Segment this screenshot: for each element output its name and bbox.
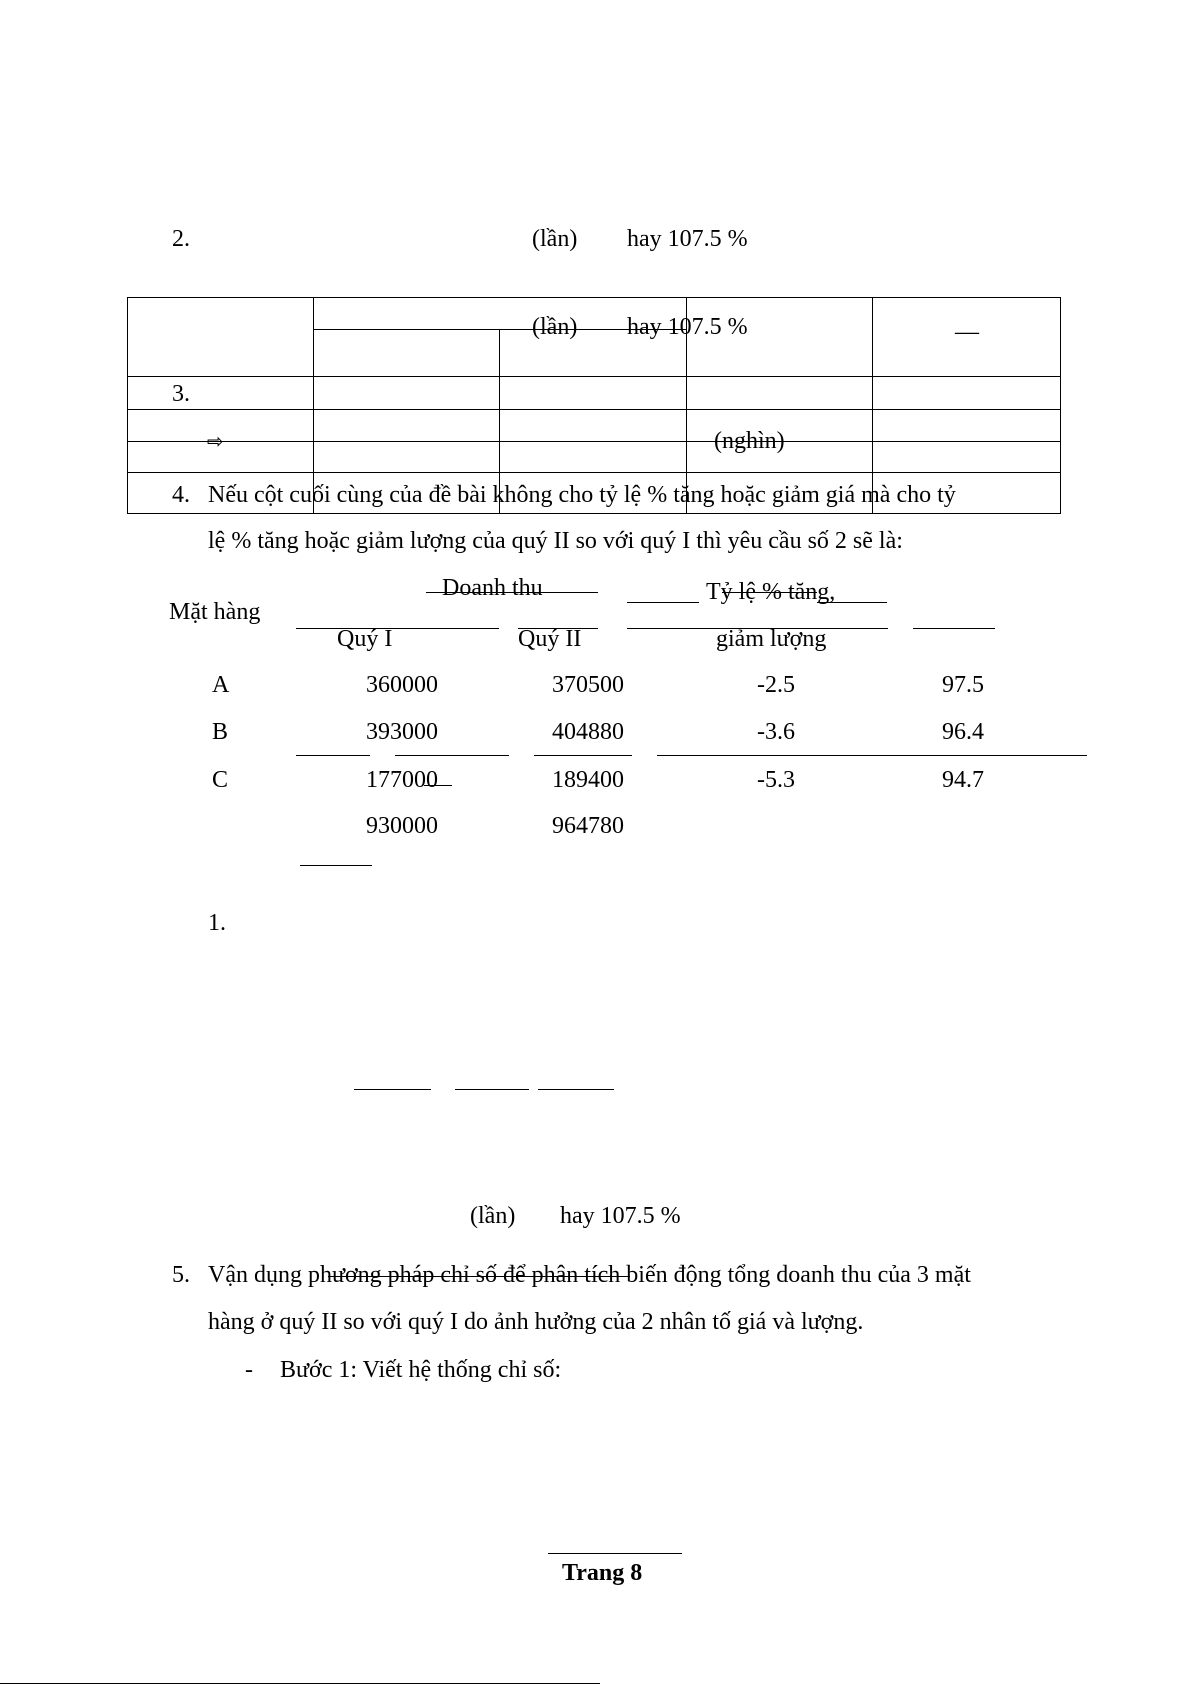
formula-fraction-bar: [538, 1089, 614, 1090]
section-2-unit: (lần): [532, 226, 578, 252]
table-row-b-rate: -3.6: [757, 719, 795, 745]
table-row-c-q1: 177000: [366, 767, 438, 793]
table-row-b-item: B: [212, 719, 229, 745]
overlay-table-line: [127, 472, 1061, 473]
table-row-a-q2: 370500: [552, 672, 624, 698]
table-rule: [296, 755, 370, 756]
table-rule: [534, 755, 632, 756]
section-5-number: 5.: [172, 1262, 190, 1288]
table-row-c-rate: -5.3: [757, 767, 795, 793]
table-rule: [300, 865, 372, 866]
result-unit: (lần): [470, 1203, 516, 1229]
table-header-revenue: Doanh thu: [442, 575, 543, 601]
section-2-result: hay 107.5 %: [627, 226, 748, 252]
overlay-table-line: [127, 376, 1061, 377]
table-row-a-q1: 360000: [366, 672, 438, 698]
page-bottom-rule: [0, 1683, 600, 1684]
table-rule: [627, 602, 699, 603]
table-rule: [395, 755, 509, 756]
section-5-line-2: hàng ở quý II so với quý I do ảnh hưởng của 2 nhân tố giá và lượng.: [208, 1309, 864, 1335]
section-5-bullet: -: [245, 1357, 253, 1383]
table-rule: [426, 592, 598, 593]
section-4-line-1: Nếu cột cuối cùng của đề bài không cho tỷ lệ % tăng hoặc giảm giá mà cho tỷ: [208, 482, 956, 508]
section-3-number: 3.: [172, 381, 190, 407]
table-rule: [518, 628, 598, 629]
page-footer: Trang 8: [562, 1560, 643, 1586]
section-2-number: 2.: [172, 226, 190, 252]
section-4-number: 4.: [172, 482, 190, 508]
table-row-a-rate: -2.5: [757, 672, 795, 698]
sub-step-number: 1.: [208, 910, 226, 936]
table-header-q2: Quý II: [518, 626, 582, 652]
table-header-item: Mặt hàng: [169, 599, 261, 625]
overlay-table-line: [127, 409, 1061, 410]
table-row-b-index: 96.4: [942, 719, 984, 745]
overlay-unit: (lần): [532, 314, 578, 340]
arrow-right-icon: ⇨: [207, 429, 224, 453]
table-header-rate-line-2: giảm lượng: [716, 626, 827, 652]
overlay-table-line: [127, 441, 1061, 442]
formula-fraction-bar: [354, 1089, 431, 1090]
overlay-unit-thousand: (nghìn): [714, 428, 785, 454]
table-row-a-index: 97.5: [942, 672, 984, 698]
strike-line: [328, 1276, 630, 1277]
footer-rule: [548, 1553, 682, 1554]
table-rule: [424, 785, 452, 786]
table-header-q1: Quý I: [337, 626, 393, 652]
table-rule: [657, 755, 1087, 756]
table-row-c-item: C: [212, 767, 229, 793]
table-row-a-item: A: [212, 672, 230, 698]
table-row-c-index: 94.7: [942, 767, 984, 793]
section-5-line-1: Vận dụng phương pháp chỉ số để phân tích biến động tổng doanh thu của 3 mặt: [208, 1262, 971, 1288]
table-header-rate-line-1: Tỷ lệ % tăng,: [706, 579, 836, 605]
overlay-dash: —: [955, 319, 979, 345]
overlay-result: hay 107.5 %: [627, 314, 748, 340]
table-rule: [296, 628, 499, 629]
table-row-b-q1: 393000: [366, 719, 438, 745]
section-4-line-2: lệ % tăng hoặc giảm lượng của quý II so với quý I thì yêu cầu số 2 sẽ là:: [208, 528, 903, 554]
table-rule: [817, 602, 887, 603]
table-total-q1: 930000: [366, 813, 438, 839]
section-5-step-1: Bước 1: Viết hệ thống chỉ số:: [280, 1357, 562, 1383]
result-value: hay 107.5 %: [560, 1203, 681, 1229]
formula-fraction-bar: [455, 1089, 529, 1090]
table-rule: [627, 628, 888, 629]
table-rule: [913, 628, 995, 629]
table-rule: [722, 592, 817, 593]
table-total-q2: 964780: [552, 813, 624, 839]
table-row-c-q2: 189400: [552, 767, 624, 793]
table-row-b-q2: 404880: [552, 719, 624, 745]
